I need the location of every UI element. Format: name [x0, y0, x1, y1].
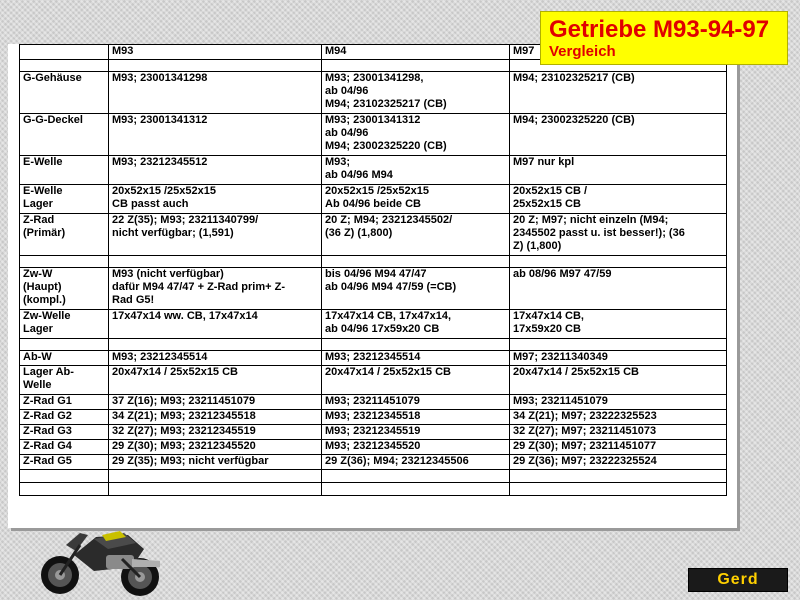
table-cell-m93: 29 Z(30); M93; 23212345520 [109, 440, 322, 455]
document-subtitle: Vergleich [549, 43, 616, 60]
table-spacer-row [20, 470, 727, 483]
table-row [20, 72, 727, 114]
spacer-cell [20, 470, 109, 483]
header-cell-m94: M94 [322, 45, 510, 60]
table-cell-m93: 20x47x14 / 25x52x15 CB [109, 366, 322, 395]
spacer-cell [510, 483, 727, 496]
table-cell-label: Z-Rad G1 [20, 395, 109, 410]
table-row [20, 114, 727, 156]
table-cell-m93: 29 Z(35); M93; nicht verfügbar [109, 455, 322, 470]
table-row [20, 185, 727, 214]
table-cell-m94: M93; 23212345518 [322, 410, 510, 425]
table-cell-m97: 34 Z(21); M97; 23222325523 [510, 410, 727, 425]
table-cell-m97: 29 Z(36); M97; 23222325524 [510, 455, 727, 470]
table-cell-m93: 34 Z(21); M93; 23212345518 [109, 410, 322, 425]
table-cell-label: E-Welle [20, 156, 109, 185]
table-cell-m97: ab 08/96 M97 47/59 [510, 268, 727, 310]
comparison-table [19, 44, 727, 496]
table-cell-m94: 20 Z; M94; 23212345502/ (36 Z) (1,800) [322, 214, 510, 256]
spacer-cell [20, 483, 109, 496]
table-cell-m97: 32 Z(27); M97; 23211451073 [510, 425, 727, 440]
table-cell-m97: 17x47x14 CB, 17x59x20 CB [510, 310, 727, 339]
table-cell-label: Ab-W [20, 351, 109, 366]
spacer-cell [510, 470, 727, 483]
spacer-cell [20, 256, 109, 268]
spacer-cell [322, 60, 510, 72]
table-row [20, 310, 727, 339]
document-title: Getriebe M93-94-97 [549, 16, 770, 43]
header-cell-m97: M97 [510, 45, 727, 60]
table-cell-m94: M93; 23211451079 [322, 395, 510, 410]
spacer-cell [109, 60, 322, 72]
table-cell-label: Lager Ab- Welle [20, 366, 109, 395]
table-cell-m93: 17x47x14 ww. CB, 17x47x14 [109, 310, 322, 339]
gerd-logo: Gerd [688, 568, 788, 592]
table-cell-m94: M93; 23001341298, ab 04/96 M94; 23102325217 (CB) [322, 72, 510, 114]
table-cell-m94: 29 Z(36); M94; 23212345506 [322, 455, 510, 470]
table-row [20, 410, 727, 425]
table-cell-m97: M93; 23211451079 [510, 395, 727, 410]
motorcycle-image [36, 515, 166, 600]
table-cell-label: Zw-W (Haupt) (kompl.) [20, 268, 109, 310]
table-cell-m97: M94; 23102325217 (CB) [510, 72, 727, 114]
table-cell-m94: M93; 23212345520 [322, 440, 510, 455]
spacer-cell [322, 256, 510, 268]
table-cell-label: Zw-Welle Lager [20, 310, 109, 339]
spacer-cell [109, 483, 322, 496]
table-cell-label: G-Gehäuse [20, 72, 109, 114]
spacer-cell [20, 60, 109, 72]
header-cell-m93: M93 [109, 45, 322, 60]
table-row [20, 268, 727, 310]
table-cell-m97: M94; 23002325220 (CB) [510, 114, 727, 156]
table-cell-m93: M93; 23001341312 [109, 114, 322, 156]
table-cell-m97: 20 Z; M97; nicht einzeln (M94; 2345502 passt u. ist besser!); (36 Z) (1,800) [510, 214, 727, 256]
table-cell-m93: 22 Z(35); M93; 23211340799/ nicht verfügbar; (1,591) [109, 214, 322, 256]
spacer-cell [109, 470, 322, 483]
spacer-cell [20, 339, 109, 351]
spacer-cell [322, 470, 510, 483]
table-cell-m97: 20x52x15 CB / 25x52x15 CB [510, 185, 727, 214]
table-row [20, 156, 727, 185]
table-cell-m94: M93; 23212345514 [322, 351, 510, 366]
table-cell-label: Z-Rad G5 [20, 455, 109, 470]
table-cell-m93: M93; 23212345512 [109, 156, 322, 185]
table-cell-m97: 29 Z(30); M97; 23211451077 [510, 440, 727, 455]
table-row [20, 351, 727, 366]
table-cell-m94: 20x47x14 / 25x52x15 CB [322, 366, 510, 395]
table-spacer-row [20, 483, 727, 496]
spacer-cell [322, 483, 510, 496]
table-row [20, 455, 727, 470]
table-cell-m97: M97; 23211340349 [510, 351, 727, 366]
table-cell-m94: 17x47x14 CB, 17x47x14, ab 04/96 17x59x20 CB [322, 310, 510, 339]
spacer-cell [109, 256, 322, 268]
table-row [20, 395, 727, 410]
table-spacer-row [20, 339, 727, 351]
table-cell-m93: M93; 23212345514 [109, 351, 322, 366]
spacer-cell [510, 256, 727, 268]
table-cell-m93: 20x52x15 /25x52x15 CB passt auch [109, 185, 322, 214]
table-row [20, 214, 727, 256]
table-cell-m94: 20x52x15 /25x52x15 Ab 04/96 beide CB [322, 185, 510, 214]
table-cell-label: E-Welle Lager [20, 185, 109, 214]
table-spacer-row [20, 256, 727, 268]
table-cell-label: G-G-Deckel [20, 114, 109, 156]
table-row [20, 366, 727, 395]
table-cell-label: Z-Rad (Primär) [20, 214, 109, 256]
spacer-cell [109, 339, 322, 351]
table-cell-m97: M97 nur kpl [510, 156, 727, 185]
table-cell-m93: 37 Z(16); M93; 23211451079 [109, 395, 322, 410]
spacer-cell [322, 339, 510, 351]
spacer-cell [510, 339, 727, 351]
header-cell-label [20, 45, 109, 60]
table-cell-m93: M93 (nicht verfügbar) dafür M94 47/47 + Z-Rad prim+ Z- Rad G5! [109, 268, 322, 310]
table-cell-label: Z-Rad G2 [20, 410, 109, 425]
table-cell-m94: M93; ab 04/96 M94 [322, 156, 510, 185]
table-cell-m94: M93; 23212345519 [322, 425, 510, 440]
table-cell-m97: 20x47x14 / 25x52x15 CB [510, 366, 727, 395]
table-cell-label: Z-Rad G4 [20, 440, 109, 455]
table-cell-m94: bis 04/96 M94 47/47 ab 04/96 M94 47/59 (=CB) [322, 268, 510, 310]
table-cell-m93: M93; 23001341298 [109, 72, 322, 114]
table-row [20, 440, 727, 455]
table-row [20, 425, 727, 440]
table-cell-m94: M93; 23001341312 ab 04/96 M94; 23002325220 (CB) [322, 114, 510, 156]
title-box [540, 11, 788, 65]
table-cell-m93: 32 Z(27); M93; 23212345519 [109, 425, 322, 440]
table-cell-label: Z-Rad G3 [20, 425, 109, 440]
